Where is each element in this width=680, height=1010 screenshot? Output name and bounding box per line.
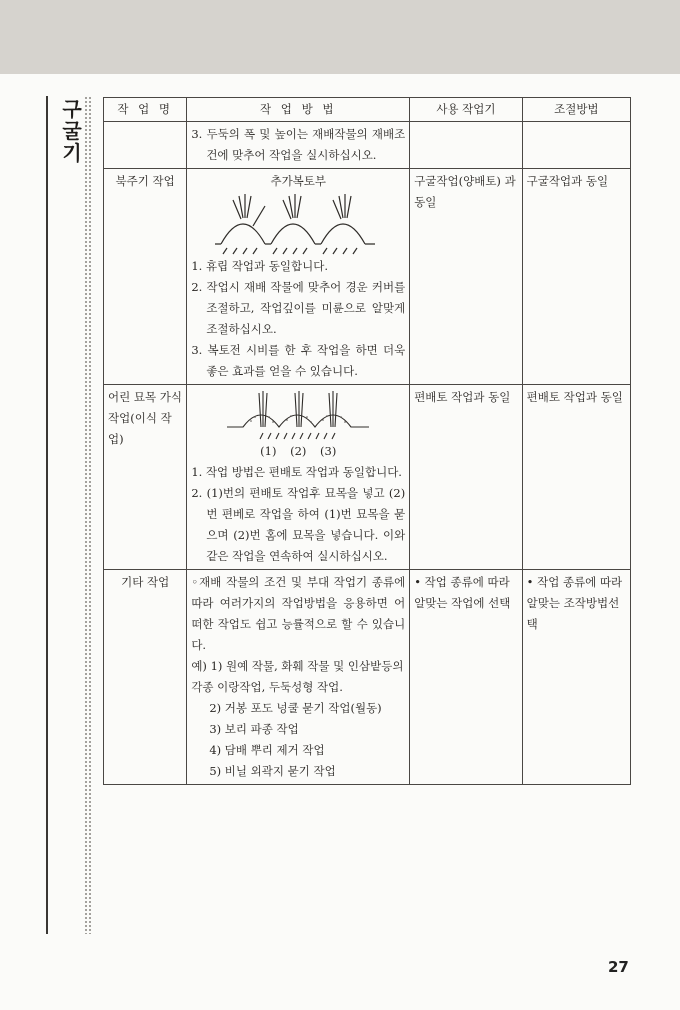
- row-adjust: 구굴작업과 동일: [522, 169, 630, 385]
- step-text: 1. 휴립 작업과 동일합니다.: [191, 259, 328, 273]
- row-adjust: [522, 122, 630, 169]
- header-row: [104, 98, 631, 122]
- side-title: 구굴기: [62, 97, 82, 165]
- row-name: [104, 122, 187, 169]
- table-row: [104, 122, 631, 169]
- row-tool: [410, 122, 522, 169]
- table-row: [104, 169, 631, 385]
- dotted-border: [84, 96, 92, 934]
- header-method: 작 업 방 법: [187, 98, 410, 122]
- example-item: 4) 담배 뿌리 제거 작업: [209, 743, 325, 757]
- row-adjust: 편배토 작업과 동일: [522, 385, 630, 570]
- row-tool: 편배토 작업과 동일: [410, 385, 522, 570]
- row-name: 기타 작업: [104, 570, 187, 785]
- figure-label: (3): [320, 444, 337, 458]
- work-method-table: [103, 97, 631, 785]
- row-method: [187, 122, 410, 169]
- figure-title: 추가복토부: [270, 174, 327, 188]
- table-row: [104, 385, 631, 570]
- step-text: 2. 작업시 재배 작물에 맞추어 경운 커버를 조절하고, 작업깊이를 미륜으로 알맞게 조절하십시오.: [191, 280, 406, 336]
- row-name: 어린 묘목 가식 작업(이식 작업): [104, 385, 187, 570]
- step-text: 2. (1)번의 편배토 작업후 묘목을 넣고 (2)번 편베로 작업을 하여 (1)번 묘목을 묻으며 (2)번 홈에 묘목을 넣습니다. 이와 같은 작업을 연속하여 실시하십시오.: [191, 486, 406, 563]
- row-tool: • 작업 종류에 따라 알맞는 작업에 선택: [410, 570, 522, 785]
- page-number: 27: [608, 958, 629, 976]
- row-method: [187, 169, 410, 385]
- figure-labels: [191, 441, 405, 462]
- row-tool: 구굴작업(양배토) 과 동일: [410, 169, 522, 385]
- example-item: 3) 보리 파종 작업: [209, 722, 299, 736]
- example-item: 2) 거봉 포도 넝쿨 묻기 작업(월동): [209, 701, 382, 715]
- step-text: 3. 복토전 시비를 한 후 작업을 하면 더욱 좋은 효과를 얻을 수 있습니다.: [191, 343, 406, 378]
- margin-rule: [46, 96, 48, 934]
- header-name: 작 업 명: [104, 98, 187, 122]
- step-text: 1. 작업 방법은 편배토 작업과 동일합니다.: [191, 465, 402, 479]
- table-row: [104, 570, 631, 785]
- row-adjust: • 작업 종류에 따라 알맞는 조작방법선택: [522, 570, 630, 785]
- row-name: 북주기 작업: [104, 169, 187, 385]
- header-tool: 사용 작업기: [410, 98, 522, 122]
- row-method: [187, 570, 410, 785]
- figure-label: (1): [260, 444, 277, 458]
- examples-label: 예) 1) 원예 작물, 화훼 작물 및 인삼밭등의 각종 이랑작업, 두둑성형 작업.: [191, 659, 404, 694]
- example-item: 5) 비닐 외곽지 묻기 작업: [209, 764, 336, 778]
- row-method: [187, 385, 410, 570]
- figure-label: (2): [290, 444, 307, 458]
- header-adjust: 조절방법: [522, 98, 630, 122]
- ridge-diagram: [213, 192, 383, 256]
- transplant-diagram: [223, 387, 373, 441]
- intro-text: ◦재배 작물의 조건 및 부대 작업기 종류에 따라 여러가지의 작업방법을 응용하면 어떠한 작업도 쉽고 능률적으로 할 수 있습니다.: [191, 575, 406, 652]
- step-text: 3. 두둑의 폭 및 높이는 재배작물의 재배조건에 맞추어 작업을 실시하십시오.: [191, 127, 406, 162]
